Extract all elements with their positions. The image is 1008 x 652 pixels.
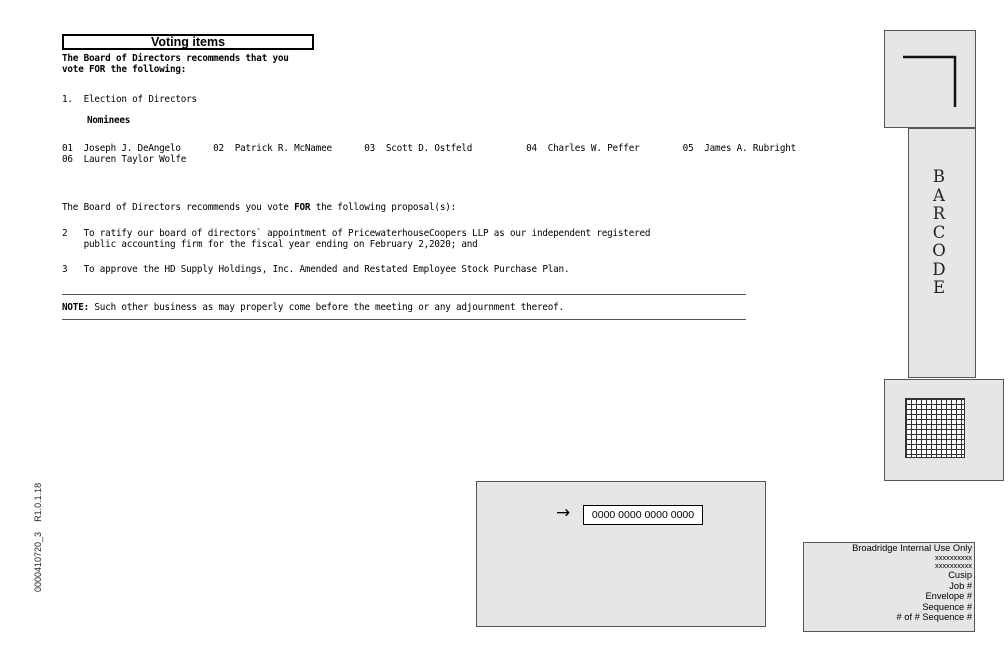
item-2-line-1: 2 To ratify our board of directors` appointment of PricewaterhouseCoopers LLP as our independent registered [62, 228, 651, 239]
nominees-label: Nominees [87, 115, 131, 126]
corner-mark-icon [885, 31, 977, 129]
proposals-rec-prefix: The Board of Directors recommends you vote [62, 202, 295, 213]
control-number-field: 0000 0000 0000 0000 [583, 505, 703, 525]
internal-use-text [803, 542, 975, 632]
barcode-letter: C [932, 222, 946, 242]
barcode-letter: O [932, 241, 946, 260]
board-recommendation-line1: The Board of Directors recommends that you [62, 53, 289, 64]
item-3: 3 To approve the HD Supply Holdings, Inc. Amended and Restated Employee Stock Purchase Plan. [62, 264, 570, 275]
nominees-row-1: 01 Joseph J. DeAngelo 02 Patrick R. McNamee 03 Scott D. Ostfeld 04 Charles W. Peffer 05 James A. Rubright [62, 143, 797, 154]
internal-use-sequence: Sequence # [922, 601, 972, 612]
item-2-line-2: public accounting firm for the fiscal year ending on February 2,2020; and [62, 239, 478, 250]
2d-barcode-icon [905, 398, 965, 458]
note-text: Such other business as may properly come before the meeting or any adjournment thereof. [89, 302, 564, 313]
divider-bottom [62, 319, 746, 320]
nominees-row-2: 06 Lauren Taylor Wolfe [62, 154, 187, 165]
barcode-letter: R [932, 204, 946, 223]
internal-use-placeholder: xxxxxxxxxx [935, 552, 972, 562]
note-label: NOTE: [62, 302, 89, 313]
proposals-rec-for: FOR [294, 202, 311, 213]
barcode-letter: B [932, 167, 946, 186]
proposals-rec-suffix: the following proposal(s): [310, 202, 457, 213]
divider-top [62, 294, 746, 295]
barcode-letter: D [932, 259, 946, 279]
barcode-letter: A [933, 185, 945, 205]
barcode-label [909, 168, 969, 298]
internal-use-job: Job # [949, 580, 972, 591]
side-document-code: 0000410720_3 R1.0.1.18 [33, 482, 43, 592]
barcode-letter: E [932, 278, 946, 297]
note [62, 302, 564, 313]
registration-mark-panel [884, 30, 976, 128]
internal-use-heading: Broadridge Internal Use Only [852, 543, 972, 553]
voting-items-title: Voting items [62, 34, 314, 50]
board-recommendation-line2: vote FOR the following: [62, 64, 187, 75]
internal-use-placeholder: xxxxxxxxxx [935, 560, 972, 570]
proposals-recommendation [62, 202, 456, 213]
control-number-panel [476, 481, 766, 627]
internal-use-cusip: Cusip [948, 570, 972, 580]
internal-use-of-sequence: # of # Sequence # [896, 612, 972, 623]
item-1-election-of-directors: 1. Election of Directors [62, 94, 197, 105]
internal-use-envelope: Envelope # [925, 591, 972, 602]
arrow-right-icon: → [556, 503, 571, 523]
